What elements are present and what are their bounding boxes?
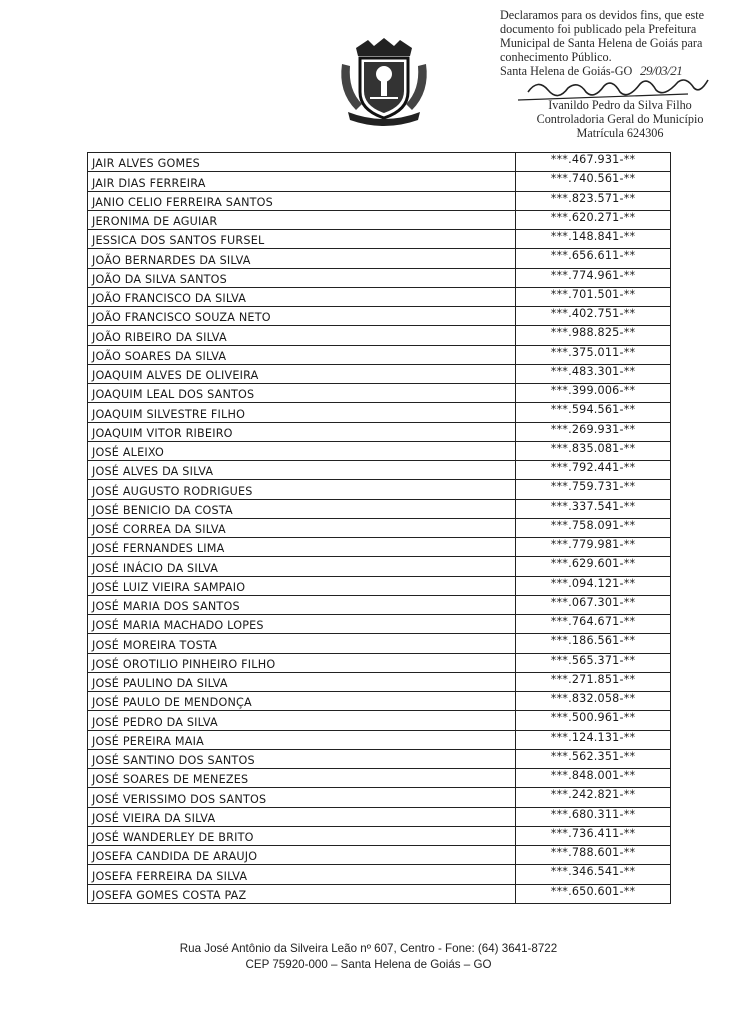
masked-cpf: ***.848.001-** [516, 769, 671, 788]
masked-cpf: ***.124.131-** [516, 730, 671, 749]
person-name: JOSÉ BENICIO DA COSTA [88, 499, 516, 518]
table-row [88, 307, 671, 326]
masked-cpf: ***.650.601-** [516, 884, 671, 903]
person-name: JOSÉ PAULO DE MENDONÇA [88, 692, 516, 711]
table-row [88, 191, 671, 210]
person-name: JESSICA DOS SANTOS FURSEL [88, 230, 516, 249]
masked-cpf: ***.242.821-** [516, 788, 671, 807]
masked-cpf: ***.832.058-** [516, 692, 671, 711]
masked-cpf: ***.094.121-** [516, 576, 671, 595]
person-name: JOSÉ FERNANDES LIMA [88, 538, 516, 557]
masked-cpf: ***.740.561-** [516, 172, 671, 191]
masked-cpf: ***.483.301-** [516, 364, 671, 383]
person-name: JOSÉ OROTILIO PINHEIRO FILHO [88, 653, 516, 672]
stamp-line: conhecimento Público. [500, 50, 612, 64]
masked-cpf: ***.792.441-** [516, 461, 671, 480]
table-row [88, 326, 671, 345]
table-row [88, 615, 671, 634]
table-row [88, 595, 671, 614]
table-row [88, 249, 671, 268]
signer-block [510, 98, 730, 140]
person-name: JOSÉ MARIA MACHADO LOPES [88, 615, 516, 634]
masked-cpf: ***.565.371-** [516, 653, 671, 672]
person-name: JOSÉ VERISSIMO DOS SANTOS [88, 788, 516, 807]
person-name: JOAQUIM LEAL DOS SANTOS [88, 384, 516, 403]
table-row [88, 480, 671, 499]
masked-cpf: ***.500.961-** [516, 711, 671, 730]
stamp-line: Declaramos para os devidos fins, que este [500, 8, 705, 22]
person-name: JOAQUIM SILVESTRE FILHO [88, 403, 516, 422]
person-name: JOAQUIM ALVES DE OLIVEIRA [88, 364, 516, 383]
masked-cpf: ***.759.731-** [516, 480, 671, 499]
table-row [88, 345, 671, 364]
person-name: JOSÉ PEDRO DA SILVA [88, 711, 516, 730]
table-row [88, 364, 671, 383]
stamp-date: 29/03/21 [640, 63, 683, 78]
masked-cpf: ***.467.931-** [516, 153, 671, 172]
table-row [88, 807, 671, 826]
person-name: JAIR DIAS FERREIRA [88, 172, 516, 191]
masked-cpf: ***.988.825-** [516, 326, 671, 345]
table-row [88, 653, 671, 672]
table-row [88, 499, 671, 518]
person-name: JOSÉ INÁCIO DA SILVA [88, 557, 516, 576]
table-row [88, 672, 671, 691]
person-name: JOSEFA GOMES COSTA PAZ [88, 884, 516, 903]
person-name: JOSÉ MARIA DOS SANTOS [88, 595, 516, 614]
person-name: JERONIMA DE AGUIAR [88, 210, 516, 229]
table-row [88, 268, 671, 287]
table-row [88, 210, 671, 229]
table-row [88, 384, 671, 403]
masked-cpf: ***.701.501-** [516, 287, 671, 306]
masked-cpf: ***.823.571-** [516, 191, 671, 210]
masked-cpf: ***.148.841-** [516, 230, 671, 249]
table-body [88, 153, 671, 904]
table-row [88, 441, 671, 460]
table-row [88, 730, 671, 749]
masked-cpf: ***.375.011-** [516, 345, 671, 364]
footer-address: Rua José Antônio da Silveira Leão nº 607, Centro - Fone: (64) 3641-8722 [179, 942, 558, 955]
person-name: JOSÉ PAULINO DA SILVA [88, 672, 516, 691]
table-row [88, 538, 671, 557]
footer-postal: CEP 75920-000 – Santa Helena de Goiás – GO [245, 958, 492, 971]
coat-of-arms-icon [334, 34, 434, 126]
masked-cpf: ***.186.561-** [516, 634, 671, 653]
table-row [88, 634, 671, 653]
table-row [88, 576, 671, 595]
table-row [88, 422, 671, 441]
masked-cpf: ***.620.271-** [516, 210, 671, 229]
masked-cpf: ***.736.411-** [516, 826, 671, 845]
table-row [88, 865, 671, 884]
table-row [88, 711, 671, 730]
masked-cpf: ***.271.851-** [516, 672, 671, 691]
masked-cpf: ***.337.541-** [516, 499, 671, 518]
masked-cpf: ***.269.931-** [516, 422, 671, 441]
person-name: JOSÉ LUIZ VIEIRA SAMPAIO [88, 576, 516, 595]
person-name: JOSÉ ALVES DA SILVA [88, 461, 516, 480]
signer-role: Controladoria Geral do Município [536, 112, 704, 126]
table-row [88, 788, 671, 807]
beneficiary-table [87, 152, 671, 904]
person-name: JOÃO FRANCISCO DA SILVA [88, 287, 516, 306]
person-name: JOSÉ AUGUSTO RODRIGUES [88, 480, 516, 499]
table-row [88, 230, 671, 249]
person-name: JAIR ALVES GOMES [88, 153, 516, 172]
stamp-line: Municipal de Santa Helena de Goiás para [500, 36, 703, 50]
table-row [88, 153, 671, 172]
table-row [88, 287, 671, 306]
person-name: JOSÉ ALEIXO [88, 441, 516, 460]
person-name: JOÃO SOARES DA SILVA [88, 345, 516, 364]
masked-cpf: ***.835.081-** [516, 441, 671, 460]
stamp-line: documento foi publicado pela Prefeitura [500, 22, 697, 36]
person-name: JOÃO BERNARDES DA SILVA [88, 249, 516, 268]
person-name: JOSÉ VIEIRA DA SILVA [88, 807, 516, 826]
person-name: JOSÉ SOARES DE MENEZES [88, 769, 516, 788]
person-name: JANIO CELIO FERREIRA SANTOS [88, 191, 516, 210]
masked-cpf: ***.562.351-** [516, 749, 671, 768]
signer-name: Ivanildo Pedro da Silva Filho [548, 98, 692, 112]
masked-cpf: ***.680.311-** [516, 807, 671, 826]
person-name: JOSÉ SANTINO DOS SANTOS [88, 749, 516, 768]
person-name: JOSÉ WANDERLEY DE BRITO [88, 826, 516, 845]
masked-cpf: ***.788.601-** [516, 846, 671, 865]
masked-cpf: ***.764.671-** [516, 615, 671, 634]
table-row [88, 826, 671, 845]
person-name: JOSEFA FERREIRA DA SILVA [88, 865, 516, 884]
table-row [88, 846, 671, 865]
person-name: JOÃO RIBEIRO DA SILVA [88, 326, 516, 345]
publication-stamp [500, 8, 732, 78]
masked-cpf: ***.656.611-** [516, 249, 671, 268]
table-row [88, 692, 671, 711]
person-name: JOSÉ MOREIRA TOSTA [88, 634, 516, 653]
masked-cpf: ***.067.301-** [516, 595, 671, 614]
table-row [88, 769, 671, 788]
masked-cpf: ***.779.981-** [516, 538, 671, 557]
person-name: JOSÉ PEREIRA MAIA [88, 730, 516, 749]
person-name: JOÃO DA SILVA SANTOS [88, 268, 516, 287]
masked-cpf: ***.629.601-** [516, 557, 671, 576]
masked-cpf: ***.774.961-** [516, 268, 671, 287]
masked-cpf: ***.346.541-** [516, 865, 671, 884]
masked-cpf: ***.594.561-** [516, 403, 671, 422]
masked-cpf: ***.758.091-** [516, 518, 671, 537]
table-row [88, 557, 671, 576]
person-name: JOÃO FRANCISCO SOUZA NETO [88, 307, 516, 326]
stamp-line: Santa Helena de Goiás-GO [500, 64, 633, 78]
person-name: JOSÉ CORREA DA SILVA [88, 518, 516, 537]
table-row [88, 749, 671, 768]
table-row [88, 403, 671, 422]
table-row [88, 172, 671, 191]
person-name: JOSEFA CANDIDA DE ARAUJO [88, 846, 516, 865]
table-row [88, 518, 671, 537]
table-row [88, 461, 671, 480]
table-row [88, 884, 671, 903]
signer-id: Matrícula 624306 [576, 126, 664, 140]
masked-cpf: ***.399.006-** [516, 384, 671, 403]
person-name: JOAQUIM VITOR RIBEIRO [88, 422, 516, 441]
masked-cpf: ***.402.751-** [516, 307, 671, 326]
